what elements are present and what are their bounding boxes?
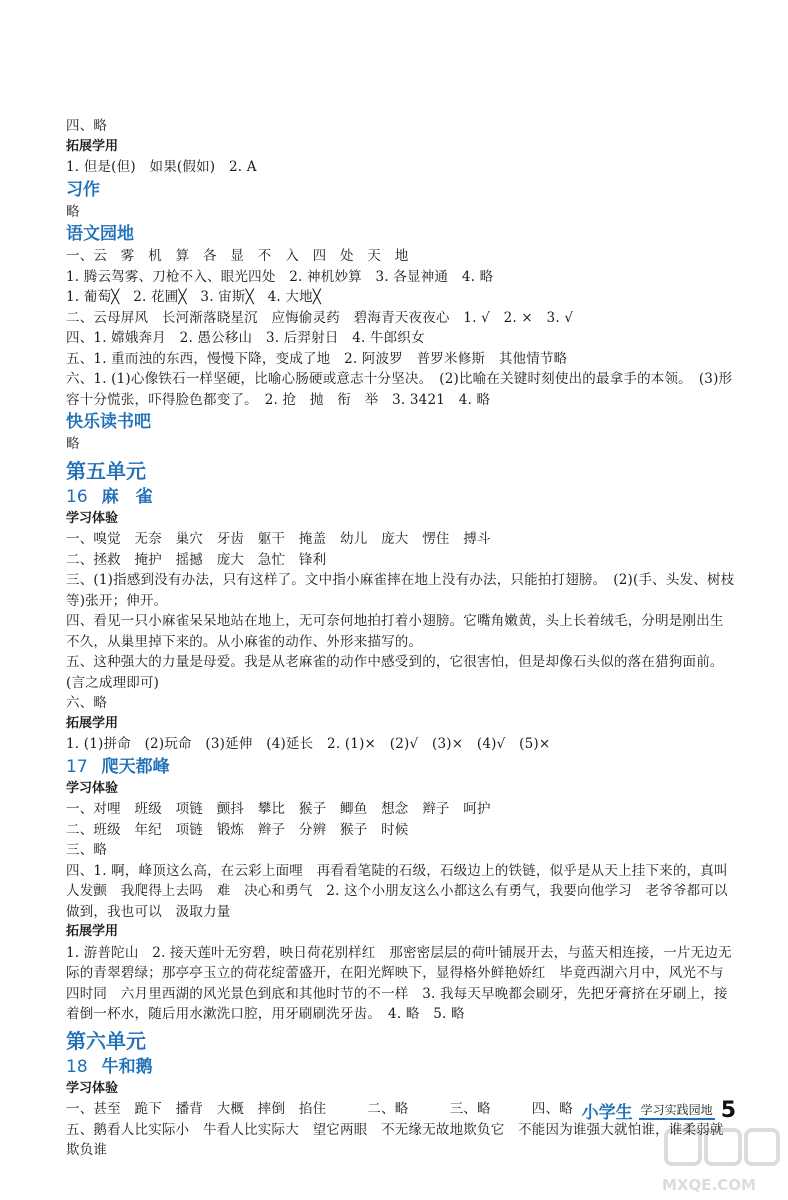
watermark <box>662 1126 782 1196</box>
answer-line: 六、略 <box>66 695 108 711</box>
answer-paragraph: 五、鹅看人比实际小 牛看人比实际大 望它两眼 不无缘无故地欺负它 不能因为谁强大就怕谁，谁柔弱就欺负谁 <box>66 1121 724 1158</box>
lesson-number: 18 <box>66 1056 88 1077</box>
answer-paragraph: 四、看见一只小麻雀呆呆地站在地上，无可奈何地拍打着小翅膀。它嘴角嫩黄，头上长着绒毛，分明是刚出生不久，从巢里掉下来的。从小麻雀的动作、外形来描写的。 <box>66 613 724 650</box>
unit-title: 第五单元 <box>66 458 146 483</box>
answer-line: 四、略 <box>66 118 108 134</box>
answer-paragraph: 六、1. (1)心像铁石一样坚硬，比喻心肠硬或意志十分坚决。 (2)比喻在关键时刻使出的最拿手的本领。 (3)形容十分慌张，吓得脸色都变了。 2. 抢 抛 衔 举 3. 3421 4. 略 <box>66 371 733 408</box>
footer-tag: 学习实践园地 <box>639 1101 715 1120</box>
lesson-name: 爬天都峰 <box>101 756 170 777</box>
section-title: 语文园地 <box>66 224 134 244</box>
answer-line: 略 <box>66 436 80 452</box>
answer-line: 二、班级 年纪 项链 锻炼 辫子 分辨 猴子 时候 <box>66 821 409 838</box>
subsection-label: 拓展学用 <box>66 715 119 731</box>
answer-paragraph: 五、这种强大的力量是母爱。我是从老麻雀的动作中感受到的，它很害怕，但是却像石头似的落在猎狗面前。(言之成理即可) <box>66 654 724 691</box>
unit-title: 第六单元 <box>66 1028 146 1053</box>
answer-line: 1. 但是(但) 如果(假如) 2. A <box>66 159 257 175</box>
page-number: 5 <box>720 1098 736 1123</box>
answer-line: 一、对哩 班级 项链 颤抖 攀比 猴子 鲫鱼 想念 辫子 呵护 <box>66 801 491 817</box>
lesson-title <box>66 1055 736 1079</box>
answer-line: 略 <box>66 203 80 220</box>
answer-line: 1. (1)拼命 (2)玩命 (3)延伸 (4)延长 2. (1)× (2)√ (3)× (4)√ (5)× <box>66 736 551 752</box>
subsection-label: 学习体验 <box>66 780 119 796</box>
answer-line: 一、嗅觉 无奈 巢穴 牙齿 躯干 掩盖 幼儿 庞大 愣住 搏斗 <box>66 531 491 547</box>
lesson-number: 17 <box>66 756 88 777</box>
watermark-icon <box>662 1126 782 1176</box>
answer-line: 一、云 雾 机 算 各 显 不 入 四 处 天 地 <box>66 248 409 264</box>
answer-line: 1. 葡萄╳ 2. 花圃╳ 3. 宙斯╳ 4. 大地╳ <box>66 289 322 305</box>
lesson-title <box>66 485 736 509</box>
answer-paragraph: 三、(1)指感到没有办法，只有这样了。文中指小麻雀摔在地上没有办法，只能拍打翅膀。 (2)(手、头发、树枝等)张开；伸开。 <box>66 572 735 609</box>
answer-page <box>66 116 736 1161</box>
answer-paragraph: 四、1. 啊，峰顶这么高，在云彩上面哩 再看看笔陡的石级，石级边上的铁链，似乎是从天上挂下来的，真叫人发颤 我爬得上去吗 难 决心和勇气 2. 这个小朋友这么小都这么有勇气，我要向他学习 老爷爷都可以做到，我也可以 汲取力量 <box>66 862 728 920</box>
lesson-title <box>66 755 736 779</box>
subsection-label: 学习体验 <box>66 1080 119 1096</box>
lesson-name: 麻 雀 <box>101 486 153 507</box>
answer-line: 二、拯救 掩护 摇撼 庞大 急忙 锋利 <box>66 551 327 568</box>
answer-line: 二、云母屏风 长河渐落晓星沉 应悔偷灵药 碧海青天夜夜心 1. √ 2. × 3. √ <box>66 309 574 326</box>
answer-line: 一、甚至 跪下 播背 大概 摔倒 掐住 二、略 三、略 四、略 <box>66 1101 573 1117</box>
subsection-label: 学习体验 <box>66 510 119 526</box>
answer-paragraph: 1. 游普陀山 2. 接天莲叶无穷碧，映日荷花别样红 那密密层层的荷叶铺展开去，与蓝天相连接，一片无边无际的青翠碧绿；那亭亭玉立的荷花绽蕾盛开，在阳光辉映下，显得格外鲜艳娇红 毕竟西湖六月中，风光不与四时同 六月里西湖的风光景色到底和其他时节的不一样 3. 我每天早晚都会刷牙，先把牙膏挤在牙刷上，接着倒一杯水，随后用水漱洗口腔，用牙刷刷洗牙齿。 4. 略 5. 略 <box>66 944 732 1022</box>
subsection-label: 拓展学用 <box>66 138 119 154</box>
answer-line: 四、1. 嫦娥奔月 2. 愚公移山 3. 后羿射日 4. 牛郎织女 <box>66 330 425 346</box>
page-footer <box>582 1098 736 1123</box>
lesson-number: 16 <box>66 486 88 507</box>
lesson-name: 牛和鹅 <box>101 1056 153 1077</box>
watermark-text: MXQE.COM <box>662 1176 756 1194</box>
answer-line: 五、1. 重而浊的东西，慢慢下降，变成了地 2. 阿波罗 普罗米修斯 其他情节略 <box>66 350 568 367</box>
footer-brand: 小学生 <box>581 1103 633 1123</box>
answer-line: 1. 腾云驾雾、刀枪不入、眼光四处 2. 神机妙算 3. 各显神通 4. 略 <box>66 268 494 285</box>
section-title: 习作 <box>66 179 100 200</box>
section-title: 快乐读书吧 <box>66 412 151 432</box>
answer-line: 三、略 <box>66 842 108 858</box>
subsection-label: 拓展学用 <box>66 924 119 939</box>
